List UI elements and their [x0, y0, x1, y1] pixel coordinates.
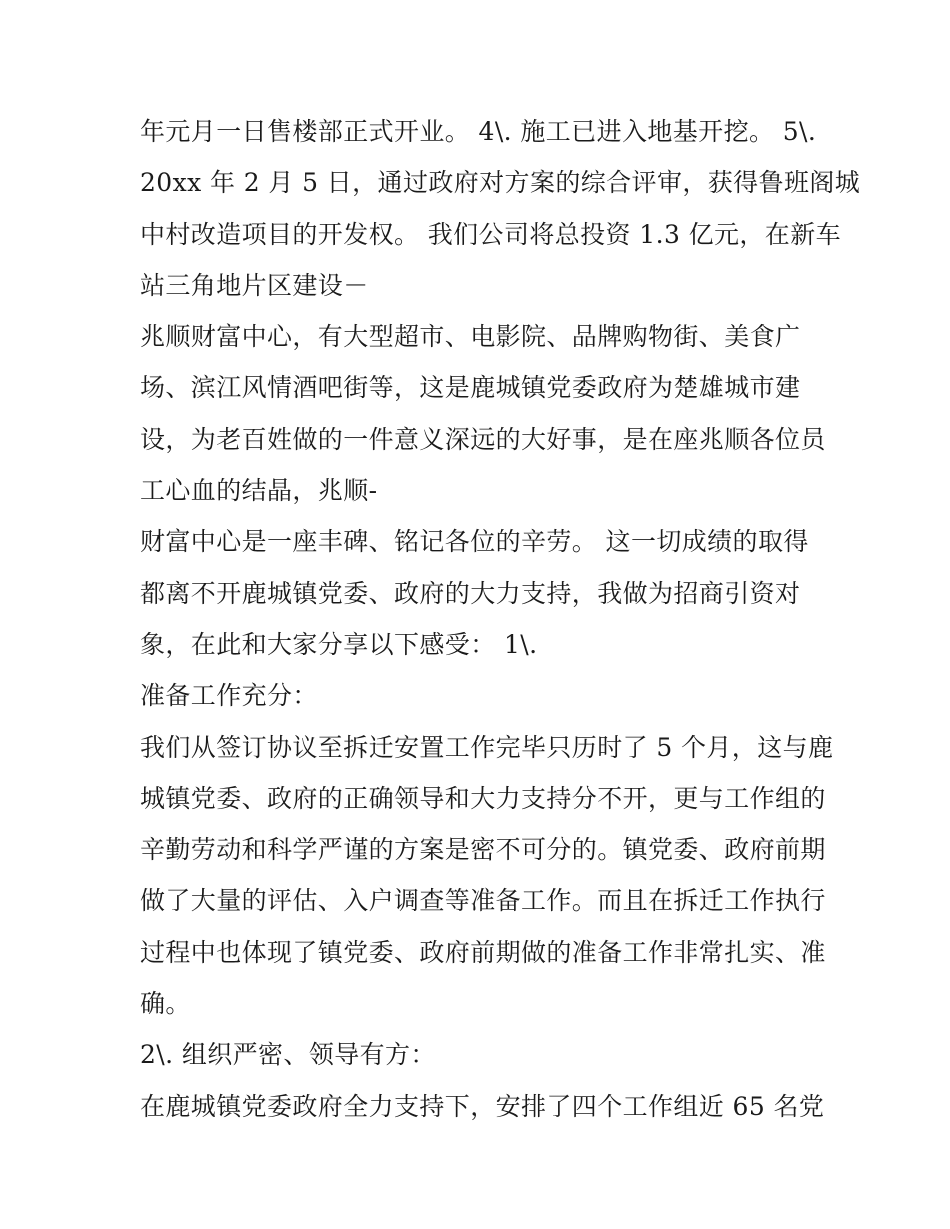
text-line: 象，在此和大家分享以下感受： 1\. [140, 629, 538, 659]
text-line: 过程中也体现了镇党委、政府前期做的准备工作非常扎实、准 [140, 937, 826, 967]
text-line: 工心血的结晶，兆顺- [140, 476, 378, 506]
section-heading: 2\. 组织严密、领导有方： [140, 1040, 436, 1070]
text-line: 都离不开鹿城镇党委、政府的大力支持，我做为招商引资对 [140, 578, 801, 608]
text-line: 我们从签订协议至拆迁安置工作完毕只历时了 5 个月，这与鹿 [140, 732, 834, 762]
text-line: 做了大量的评估、入户调查等准备工作。而且在拆迁工作执行 [140, 886, 826, 916]
text-line: 辛勤劳动和科学严谨的方案是密不可分的。镇党委、政府前期 [140, 835, 826, 865]
section-heading: 准备工作充分： [140, 681, 318, 711]
text-line: 场、滨江风情酒吧街等，这是鹿城镇党委政府为楚雄城市建 [140, 373, 801, 403]
text-line: 设，为老百姓做的一件意义深远的大好事，是在座兆顺各位员 [140, 424, 826, 454]
text-line: 20xx 年 2 月 5 日，通过政府对方案的综合评审，获得鲁班阁城 [140, 168, 861, 198]
text-line: 兆顺财富中心，有大型超市、电影院、品牌购物街、美食广 [140, 322, 801, 352]
text-line: 城镇党委、政府的正确领导和大力支持分不开，更与工作组的 [140, 783, 826, 813]
text-line: 在鹿城镇党委政府全力支持下，安排了四个工作组近 65 名党 [140, 1091, 825, 1121]
text-line: 中村改造项目的开发权。 我们公司将总投资 1.3 亿元，在新车 [140, 219, 842, 249]
body-text [140, 106, 861, 1132]
text-line: 财富中心是一座丰碑、铭记各位的辛劳。 这一切成绩的取得 [140, 527, 809, 557]
text-line: 确。 [140, 989, 191, 1019]
text-line: 年元月一日售楼部正式开业。 4\. 施工已进入地基开挖。 5\. [140, 117, 817, 146]
text-line: 站三角地片区建设－ [140, 270, 369, 300]
